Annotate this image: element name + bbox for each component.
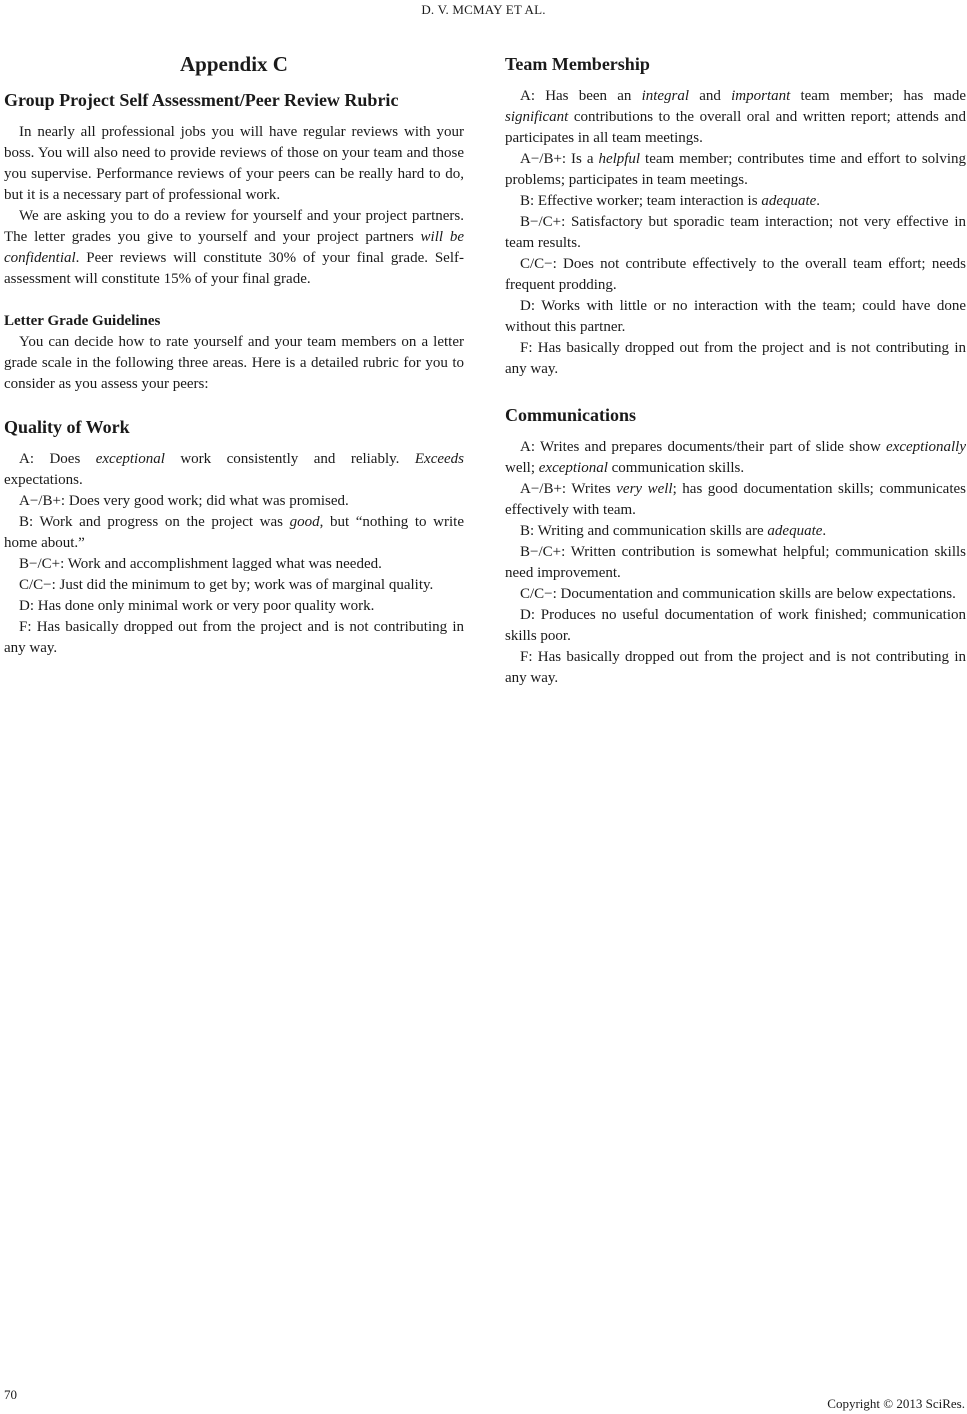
- team-a-em1: integral: [641, 88, 690, 104]
- quality-b-em: good: [289, 514, 320, 530]
- team-ab-post: team member; contributes time and effort to solving problems; participates in team meetings.: [505, 151, 966, 188]
- team-grade-ab: [505, 149, 966, 191]
- guidelines-heading: Letter Grade Guidelines: [4, 313, 161, 329]
- quality-b-post: , but “nothing to write home about.”: [4, 514, 464, 551]
- page-number: 70: [4, 1387, 17, 1402]
- intro-text-a: We are asking you to do a review for yourself and your project partners. The letter grades you give to yourself and your project partners: [4, 208, 464, 245]
- team-grade-bc: B−/C+: Satisfactory but sporadic team interaction; not very effective in team results.: [505, 214, 966, 251]
- comm-a-em2: exceptional: [538, 460, 608, 476]
- comm-a-mid: well;: [505, 460, 539, 476]
- quality-grade-c: C/C−: Just did the minimum to get by; work was of marginal quality.: [19, 577, 434, 593]
- intro-text-b: . Peer reviews will constitute 30% of your final grade. Self-assessment will constitute 15% of your final grade.: [4, 250, 464, 287]
- intro-paragraph-2: [4, 206, 464, 290]
- team-a-mid1: and: [689, 88, 732, 104]
- comm-a-text: A: Writes and prepares documents/their part of slide show: [520, 439, 887, 455]
- comm-grade-a: [505, 437, 966, 479]
- team-ab-em: helpful: [598, 151, 641, 167]
- team-heading: Team Membership: [505, 54, 650, 74]
- team-b-text: B: Effective worker; team interaction is: [520, 193, 762, 209]
- comm-a-em1: exceptionally: [886, 439, 966, 455]
- team-grade-f: F: Has basically dropped out from the project and is not contributing in any way.: [505, 340, 966, 377]
- quality-grade-a: [4, 449, 464, 491]
- comm-b-em: adequate: [767, 523, 823, 539]
- comm-ab-text: A−/B+: Writes: [520, 481, 617, 497]
- comm-grade-c: C/C−: Documentation and communication skills are below expectations.: [520, 586, 956, 602]
- quality-a-em2: Exceeds: [414, 451, 465, 467]
- comm-grade-d: D: Produces no useful documentation of work finished; communication skills poor.: [505, 607, 966, 644]
- quality-a-mid: work consistently and reliably.: [164, 451, 415, 467]
- comm-b-post: .: [822, 523, 827, 539]
- comm-ab-post: ; has good documentation skills; communicates effectively with team.: [505, 481, 966, 518]
- quality-grade-ab: A−/B+: Does very good work; did what was promised.: [19, 493, 349, 509]
- quality-a-post: expectations.: [4, 472, 83, 488]
- quality-grade-f: F: Has basically dropped out from the project and is not contributing in any way.: [4, 619, 464, 656]
- team-a-text: A: Has been an: [520, 88, 642, 104]
- quality-a-em1: exceptional: [95, 451, 165, 467]
- intro-paragraph-1: In nearly all professional jobs you will have regular reviews with your boss. You will also need to provide reviews of those on your team and those you supervise. Performance reviews of your peers can be really hard to do, but it is a necessary part of professional work.: [4, 124, 464, 203]
- team-grade-a: [505, 86, 966, 149]
- quality-b-text: B: Work and progress on the project was: [19, 514, 290, 530]
- intro-emphasis: will be confidential: [4, 229, 464, 266]
- appendix-title: Appendix C: [180, 52, 288, 76]
- quality-grade-b: [4, 512, 464, 554]
- comm-grade-f: F: Has basically dropped out from the project and is not contributing in any way.: [505, 649, 966, 686]
- quality-grade-bc: B−/C+: Work and accomplishment lagged what was needed.: [19, 556, 382, 572]
- rubric-title: Group Project Self Assessment/Peer Review Rubric: [4, 90, 399, 110]
- running-header: D. V. MCMAY ET AL.: [421, 2, 546, 17]
- team-ab-text: A−/B+: Is a: [520, 151, 599, 167]
- left-column: [4, 50, 464, 659]
- team-b-post: .: [816, 193, 821, 209]
- guidelines-paragraph: You can decide how to rate yourself and your team members on a letter grade scale in the following three areas. Here is a detailed rubric for you to consider as you assess your peers:: [4, 334, 464, 392]
- communications-heading: Communications: [505, 405, 637, 425]
- comm-ab-em: very well: [616, 481, 673, 497]
- team-a-mid2: team member; has made: [790, 88, 966, 104]
- comm-b-text: B: Writing and communication skills are: [520, 523, 768, 539]
- comm-grade-bc: B−/C+: Written contribution is somewhat helpful; communication skills need improvement.: [505, 544, 966, 581]
- team-grade-d: D: Works with little or no interaction with the team; could have done without this partner.: [505, 298, 966, 335]
- comm-grade-b: [505, 521, 966, 542]
- team-b-em: adequate: [761, 193, 817, 209]
- right-column: [505, 50, 966, 689]
- team-grade-c: C/C−: Does not contribute effectively to the overall team effort; needs frequent prodding.: [505, 256, 966, 293]
- comm-a-post: communication skills.: [607, 460, 745, 476]
- quality-grade-d: D: Has done only minimal work or very poor quality work.: [19, 598, 375, 614]
- team-a-em3: significant: [505, 109, 569, 125]
- team-grade-b: [505, 191, 966, 212]
- quality-a-text: A: Does: [19, 451, 96, 467]
- comm-grade-ab: [505, 479, 966, 521]
- team-a-post: contributions to the overall oral and written report; attends and participates in all team meetings.: [505, 109, 966, 146]
- quality-heading: Quality of Work: [4, 417, 130, 437]
- team-a-em2: important: [731, 88, 791, 104]
- copyright-notice: Copyright © 2013 SciRes.: [827, 1396, 965, 1411]
